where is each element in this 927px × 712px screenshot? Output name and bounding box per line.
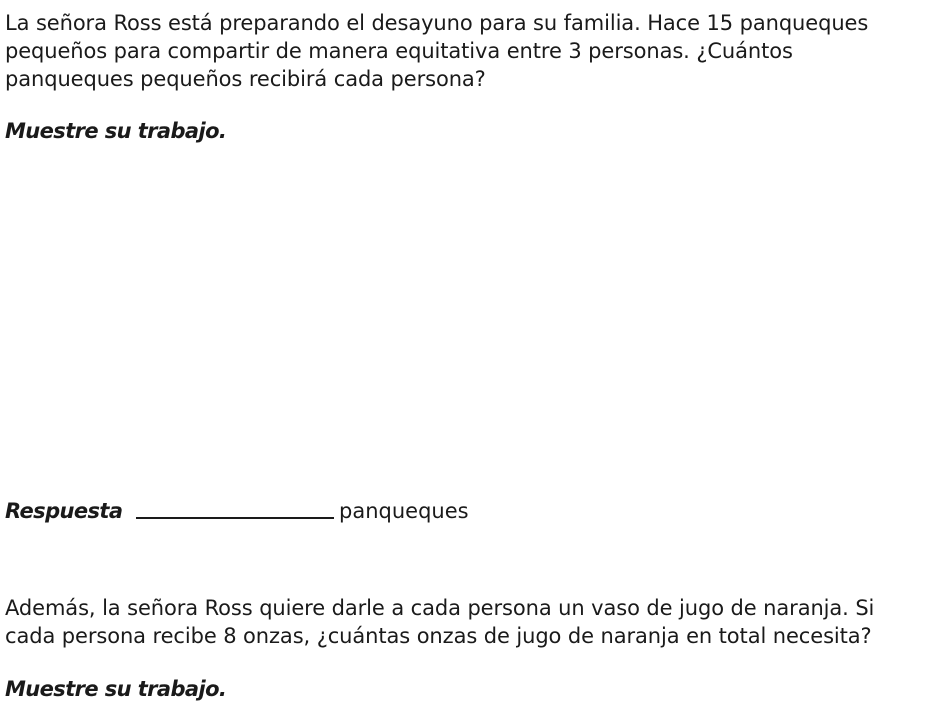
problem-1-line: pequeños para compartir de manera equitativa entre 3 personas. ¿Cuántos (5, 39, 793, 63)
problem-2-text (5, 594, 920, 650)
problem-1-text (5, 9, 920, 93)
problem-1-line: La señora Ross está preparando el desayuno para su familia. Hace 15 panqueques (5, 11, 869, 35)
answer-label: Respuesta (5, 499, 123, 523)
problem-2-line: Además, la señora Ross quiere darle a cada persona un vaso de jugo de naranja. Si (5, 596, 875, 620)
show-work-instruction-1: Muestre su trabajo. (5, 119, 227, 143)
problem-1-line: panqueques pequeños recibirá cada persona? (5, 67, 486, 91)
answer-unit: panqueques (339, 499, 469, 523)
problem-2-line: cada persona recibe 8 onzas, ¿cuántas onzas de jugo de naranja en total necesita? (5, 624, 872, 648)
answer-row (5, 497, 605, 525)
answer-blank-line[interactable] (136, 517, 334, 519)
show-work-instruction-2: Muestre su trabajo. (5, 677, 227, 701)
